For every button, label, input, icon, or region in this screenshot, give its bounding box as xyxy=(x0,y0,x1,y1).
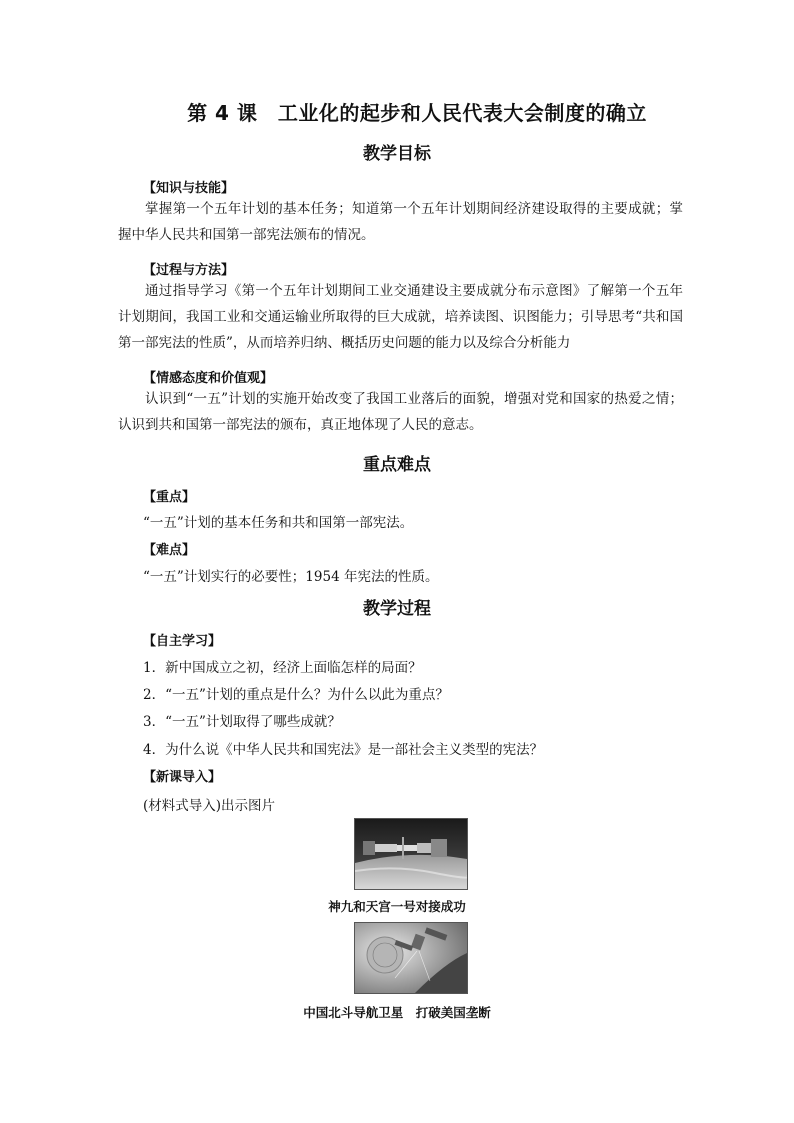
difficult-label: 【难点】 xyxy=(143,543,196,558)
knowledge-text: 掌握第一个五年计划的基本任务；知道第一个五年计划期间经济建设取得的主要成就；掌握中华人民共和国第一部宪法颁布的情况。 xyxy=(118,201,683,243)
beidou-photo xyxy=(354,922,468,994)
process-method-label: 【过程与方法】 xyxy=(143,263,235,278)
difficult-text: “一五”计划实行的必要性；1954 年宪法的性质。 xyxy=(143,569,439,585)
self-study-item: 1．新中国成立之初，经济上面临怎样的局面？ xyxy=(143,660,422,676)
intro-label: 【新课导入】 xyxy=(143,770,222,785)
key-label: 【重点】 xyxy=(143,490,196,505)
intro-text: (材料式导入)出示图片 xyxy=(143,798,276,814)
docking-image xyxy=(355,819,467,889)
objectives-heading: 教学目标 xyxy=(363,144,431,164)
emotion-text: 认识到“一五”计划的实施开始改变了我国工业落后的面貌，增强对党和国家的热爱之情；认识到共和国第一部宪法的颁布，真正地体现了人民的意志。 xyxy=(118,391,683,433)
process-method-text: 通过指导学习《第一个五年计划期间工业交通建设主要成就分布示意图》了解第一个五年计划期间，我国工业和交通运输业所取得的巨大成就，培养读图、识图能力；引导思考“共和国第一部宪法的性质”，从而培养归纳、概括历史问题的能力以及综合分析能力 xyxy=(118,283,683,351)
self-study-item: 2．“一五”计划的重点是什么？为什么以此为重点？ xyxy=(143,687,449,703)
lesson-title: 第 4 课 工业化的起步和人民代表大会制度的确立 xyxy=(187,101,647,125)
key-points-heading: 重点难点 xyxy=(363,455,431,475)
self-study-item: 3．“一五”计划取得了哪些成就？ xyxy=(143,714,341,730)
docking-photo xyxy=(354,818,468,890)
image-caption: 中国北斗导航卫星 打破美国垄断 xyxy=(303,1005,491,1020)
self-study-item: 4．为什么说《中华人民共和国宪法》是一部社会主义类型的宪法？ xyxy=(143,742,544,758)
image-caption: 神九和天宫一号对接成功 xyxy=(328,899,466,914)
emotion-label: 【情感态度和价值观】 xyxy=(143,371,274,386)
satellite-image xyxy=(355,923,467,993)
self-study-label: 【自主学习】 xyxy=(143,634,222,649)
process-heading: 教学过程 xyxy=(363,599,431,619)
key-text: “一五”计划的基本任务和共和国第一部宪法。 xyxy=(143,515,414,531)
knowledge-label: 【知识与技能】 xyxy=(143,181,235,196)
